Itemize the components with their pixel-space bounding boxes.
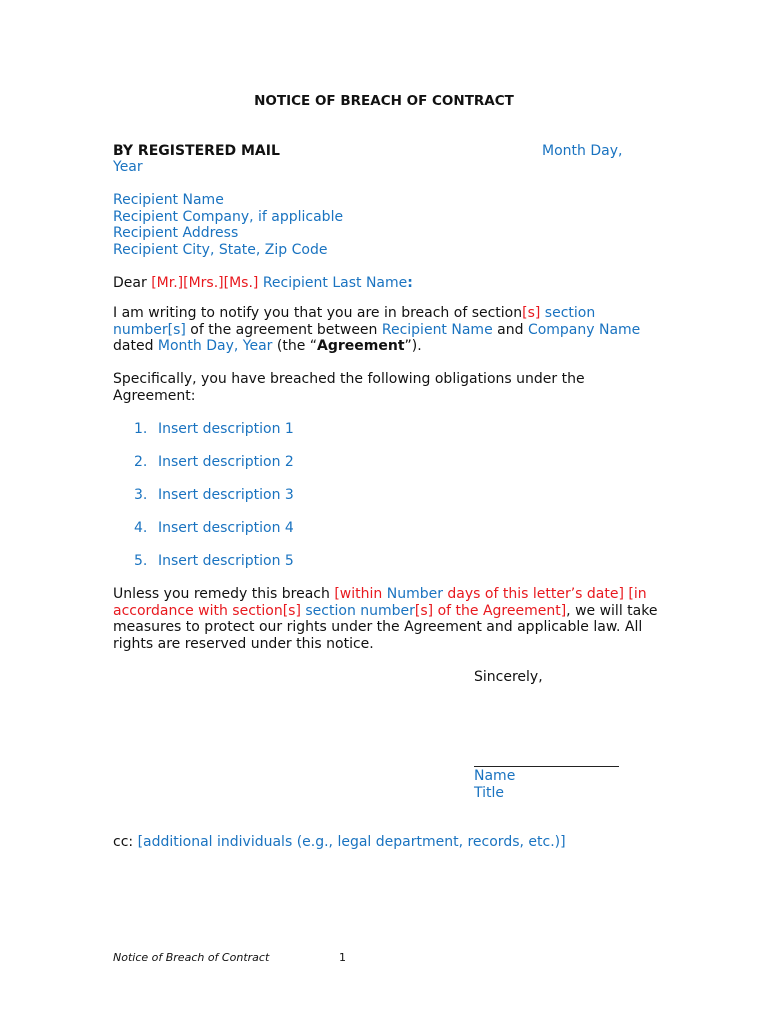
obligation-text: Insert description 1 <box>158 421 294 437</box>
intro-line-3 <box>113 338 640 355</box>
intro-line-2 <box>113 322 640 339</box>
obligations-intro-line-2: Agreement: <box>113 387 196 404</box>
salutation-dear: Dear <box>113 275 152 291</box>
intro-date: Month Day, Year <box>157 338 273 355</box>
remedy-optional-end: of the Agreement] <box>433 602 567 619</box>
date-line-2: Year <box>113 159 143 175</box>
intro-text-1: I am writing to notify you that you are in breach of section <box>113 305 523 321</box>
intro-optional-s-1: [s] <box>522 305 541 321</box>
salutation-colon: : <box>407 275 413 291</box>
recipient-name: Recipient Name <box>113 192 224 208</box>
intro-paragraph <box>113 305 640 355</box>
intro-recipient-name: Recipient Name <box>381 321 493 338</box>
salutation <box>113 275 413 292</box>
obligation-item <box>134 421 294 438</box>
remedy-optional-days: days of this letter’s date] [in <box>442 586 647 602</box>
intro-section-placeholder: section <box>544 305 596 321</box>
obligation-text: Insert description 4 <box>158 520 294 536</box>
cc-recipients: [additional individuals (e.g., legal department, records, etc.)] <box>137 834 566 850</box>
recipient-address: Recipient Address <box>113 225 239 242</box>
closing: Sincerely, <box>474 669 543 685</box>
document-title: NOTICE OF BREACH OF CONTRACT <box>254 93 514 109</box>
footer-title: Notice of Breach of Contract <box>113 951 270 964</box>
cc-line <box>113 834 566 851</box>
recipient-company: Recipient Company, if applicable <box>113 208 344 225</box>
intro-text-6: ”). <box>404 338 422 355</box>
intro-text-5: (the “ <box>272 338 318 355</box>
signature-line <box>474 766 619 767</box>
obligation-item <box>134 520 294 537</box>
intro-defined-term: Agreement <box>317 338 405 355</box>
obligations-intro <box>113 371 585 404</box>
obligation-number: 2. <box>134 454 148 470</box>
recipient-block <box>113 192 343 258</box>
intro-text-4: dated <box>113 338 158 355</box>
obligation-number: 1. <box>134 421 148 437</box>
intro-number-placeholder: number <box>113 321 168 338</box>
footer-page-number: 1 <box>339 951 346 964</box>
remedy-number-placeholder: Number <box>386 586 443 602</box>
recipient-city-line: Recipient City, State, Zip Code <box>113 241 328 258</box>
salutation-last-name: Recipient Last Name <box>262 275 408 291</box>
remedy-line-2 <box>113 603 657 620</box>
salutation-honorific: [Mr.][Mrs.][Ms.] <box>151 275 259 291</box>
remedy-optional-s: [s] <box>414 602 434 619</box>
obligation-text: Insert description 3 <box>158 487 294 503</box>
obligation-text: Insert description 5 <box>158 553 294 569</box>
delivery-method: BY REGISTERED MAIL <box>113 143 280 159</box>
cc-label: cc: <box>113 834 138 850</box>
intro-text-2: of the agreement between <box>185 321 382 338</box>
obligation-number: 3. <box>134 487 148 503</box>
remedy-optional-within: [within <box>334 586 387 602</box>
signer-name: Name <box>474 768 516 784</box>
obligation-item <box>134 487 294 504</box>
intro-line-1 <box>113 305 640 322</box>
obligation-item <box>134 454 294 471</box>
intro-text-3: and <box>492 321 528 338</box>
obligation-number: 4. <box>134 520 148 536</box>
intro-optional-s-2: [s] <box>167 321 186 338</box>
remedy-text-1: Unless you remedy this breach <box>113 586 335 602</box>
obligation-number: 5. <box>134 553 148 569</box>
remedy-text-2: , we will take <box>566 602 658 619</box>
obligation-text: Insert description 2 <box>158 454 294 470</box>
remedy-section-number: section number <box>305 602 415 619</box>
remedy-paragraph <box>113 586 657 652</box>
remedy-line-1 <box>113 586 657 603</box>
obligation-item <box>134 553 294 570</box>
signer-block <box>474 768 515 801</box>
remedy-optional-accordance: accordance with section[s] <box>113 602 306 619</box>
date-line-1: Month Day, <box>542 143 623 159</box>
intro-company-name: Company Name <box>527 321 641 338</box>
remedy-line-3: measures to protect our rights under the Agreement and applicable law. All <box>113 619 643 636</box>
signer-title: Title <box>474 784 505 801</box>
remedy-line-4: rights are reserved under this notice. <box>113 635 374 652</box>
obligations-intro-line-1: Specifically, you have breached the following obligations under the <box>113 371 585 387</box>
